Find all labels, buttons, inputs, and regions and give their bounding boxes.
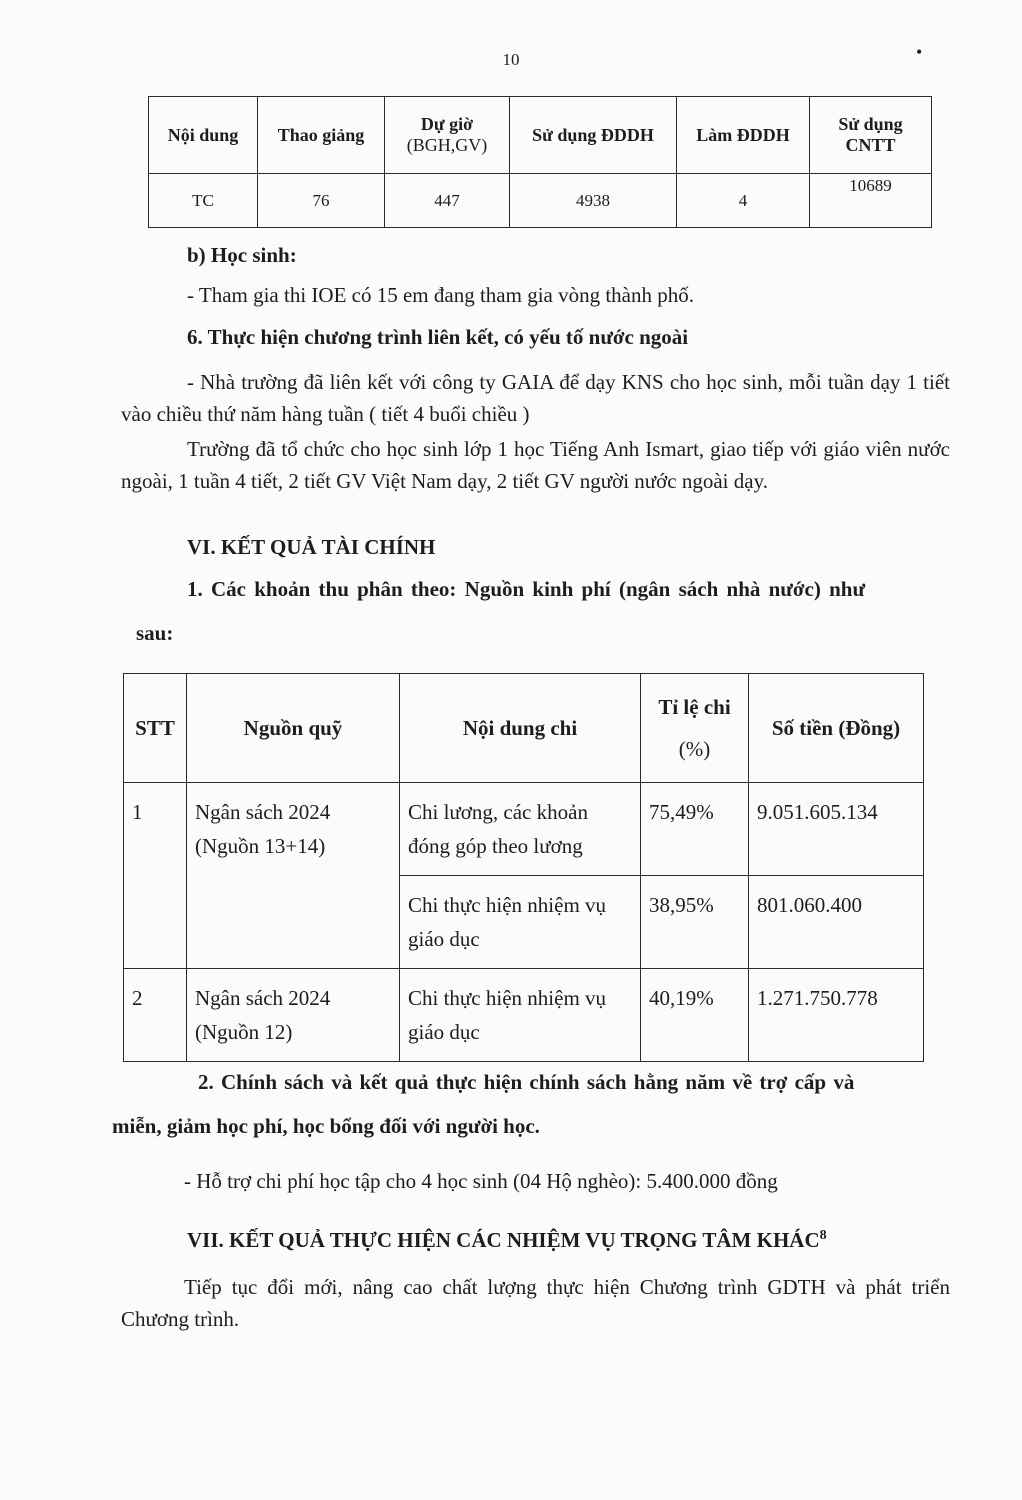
cell-nguon-quy: [187, 783, 400, 969]
cell-noi-dung-line2: giáo dục: [408, 927, 480, 951]
footnote-ref: 8: [819, 1228, 827, 1243]
students-heading: b) Học sinh:: [187, 243, 297, 267]
table-row: [149, 174, 932, 228]
header-ti-le-line2: (%): [678, 737, 711, 761]
table-cell: 76: [258, 174, 385, 228]
header-stt: STT: [124, 674, 187, 783]
support-line: - Hỗ trợ chi phí học tập cho 4 học sinh (04 Hộ nghèo): 5.400.000 đồng: [184, 1169, 778, 1193]
table-row: [124, 969, 924, 1062]
item-2-line-1: 2. Chính sách và kết quả thực hiện chính sách hằng năm về trợ cấp và: [198, 1070, 855, 1094]
cell-nguon-line1: Ngân sách 2024: [195, 986, 331, 1010]
cell-noi-dung-line1: Chi thực hiện nhiệm vụ: [408, 986, 607, 1010]
cell-noi-dung-line1: Chi thực hiện nhiệm vụ: [408, 893, 607, 917]
cell-noi-dung: [400, 969, 641, 1062]
table-cell: 447: [385, 174, 510, 228]
table-row: [124, 783, 924, 876]
header-cell: Sử dụng ĐDDH: [510, 97, 677, 174]
section-6-paragraph-2: Trường đã tổ chức cho học sinh lớp 1 học Tiếng Anh Ismart, giao tiếp với giáo viên nước ngoài, 1 tuần 4 tiết, 2 tiết GV Việt Nam dạy, 2 tiết GV người nước ngoài dạy.: [121, 437, 950, 493]
header-cell: Thao giảng: [258, 97, 385, 174]
cell-noi-dung-line2: giáo dục: [408, 1020, 480, 1044]
section-6-paragraph-1: - Nhà trường đã liên kết với công ty GAIA để dạy KNS cho học sinh, mỗi tuần dạy 1 tiết vào chiều thứ năm hàng tuần ( tiết 4 buổi chiều ): [121, 370, 950, 426]
section-vii-heading: [187, 1228, 827, 1253]
cell-ti-le: 38,95%: [641, 876, 749, 969]
cell-ti-le: 40,19%: [641, 969, 749, 1062]
table-header-row: [124, 674, 924, 783]
section-vii-heading-text: VII. KẾT QUẢ THỰC HIỆN CÁC NHIỆM VỤ TRỌNG TÂM KHÁC: [187, 1228, 820, 1252]
cell-noi-dung-line1: Chi lương, các khoản: [408, 800, 588, 824]
header-ti-le-line1: Tỉ lệ chi: [658, 695, 731, 719]
section-vi-item-1-line-2: sau:: [136, 621, 174, 645]
cell-ti-le: 75,49%: [641, 783, 749, 876]
table-cell: 4: [677, 174, 810, 228]
header-dugio-line1: Dự giờ: [420, 114, 474, 134]
cell-so-tien: 801.060.400: [749, 876, 924, 969]
cell-nguon-line2: (Nguồn 13+14): [195, 834, 326, 858]
finance-table: [123, 673, 924, 1062]
section-vi-item-1-line-1: 1. Các khoản thu phân theo: Nguồn kinh phí (ngân sách nhà nước) như: [187, 577, 866, 601]
header-cell: Sử dụng CNTT: [810, 97, 932, 174]
header-cell: Làm ĐDDH: [677, 97, 810, 174]
section-6-heading: 6. Thực hiện chương trình liên kết, có yếu tố nước ngoài: [187, 325, 689, 349]
table-header-row: [149, 97, 932, 174]
header-noi-dung-chi: Nội dung chi: [400, 674, 641, 783]
table-cell: 4938: [510, 174, 677, 228]
header-dugio-line2: (BGH,GV): [406, 135, 488, 155]
page-number: 10: [502, 50, 520, 69]
section-vi-heading: VI. KẾT QUẢ TÀI CHÍNH: [187, 535, 436, 559]
header-cell: Nội dung: [149, 97, 258, 174]
cell-nguon-quy: [187, 969, 400, 1062]
cell-noi-dung: [400, 876, 641, 969]
header-so-tien: Số tiền (Đồng): [749, 674, 924, 783]
cell-noi-dung: [400, 783, 641, 876]
item-2-line-2: miễn, giảm học phí, học bổng đối với người học.: [112, 1114, 540, 1138]
teaching-activity-table: [148, 96, 932, 228]
cell-nguon-line2: (Nguồn 12): [195, 1020, 293, 1044]
cell-noi-dung-line2: đóng góp theo lương: [408, 834, 583, 858]
students-line: - Tham gia thi IOE có 15 em đang tham gia vòng thành phố.: [187, 283, 695, 307]
table-cell: TC: [149, 174, 258, 228]
cell-nguon-line1: Ngân sách 2024: [195, 800, 331, 824]
cell-so-tien: 1.271.750.778: [749, 969, 924, 1062]
cell-stt: 1: [124, 783, 187, 969]
header-ti-le-chi: [641, 674, 749, 783]
header-cell: [385, 97, 510, 174]
stray-mark: •: [916, 42, 923, 62]
cell-stt: 2: [124, 969, 187, 1062]
table-cell: 10689: [810, 174, 932, 228]
header-nguon-quy: Nguồn quỹ: [187, 674, 400, 783]
section-vii-paragraph: Tiếp tục đổi mới, nâng cao chất lượng thực hiện Chương trình GDTH và phát triển Chương trình.: [121, 1275, 950, 1331]
cell-so-tien: 9.051.605.134: [749, 783, 924, 876]
